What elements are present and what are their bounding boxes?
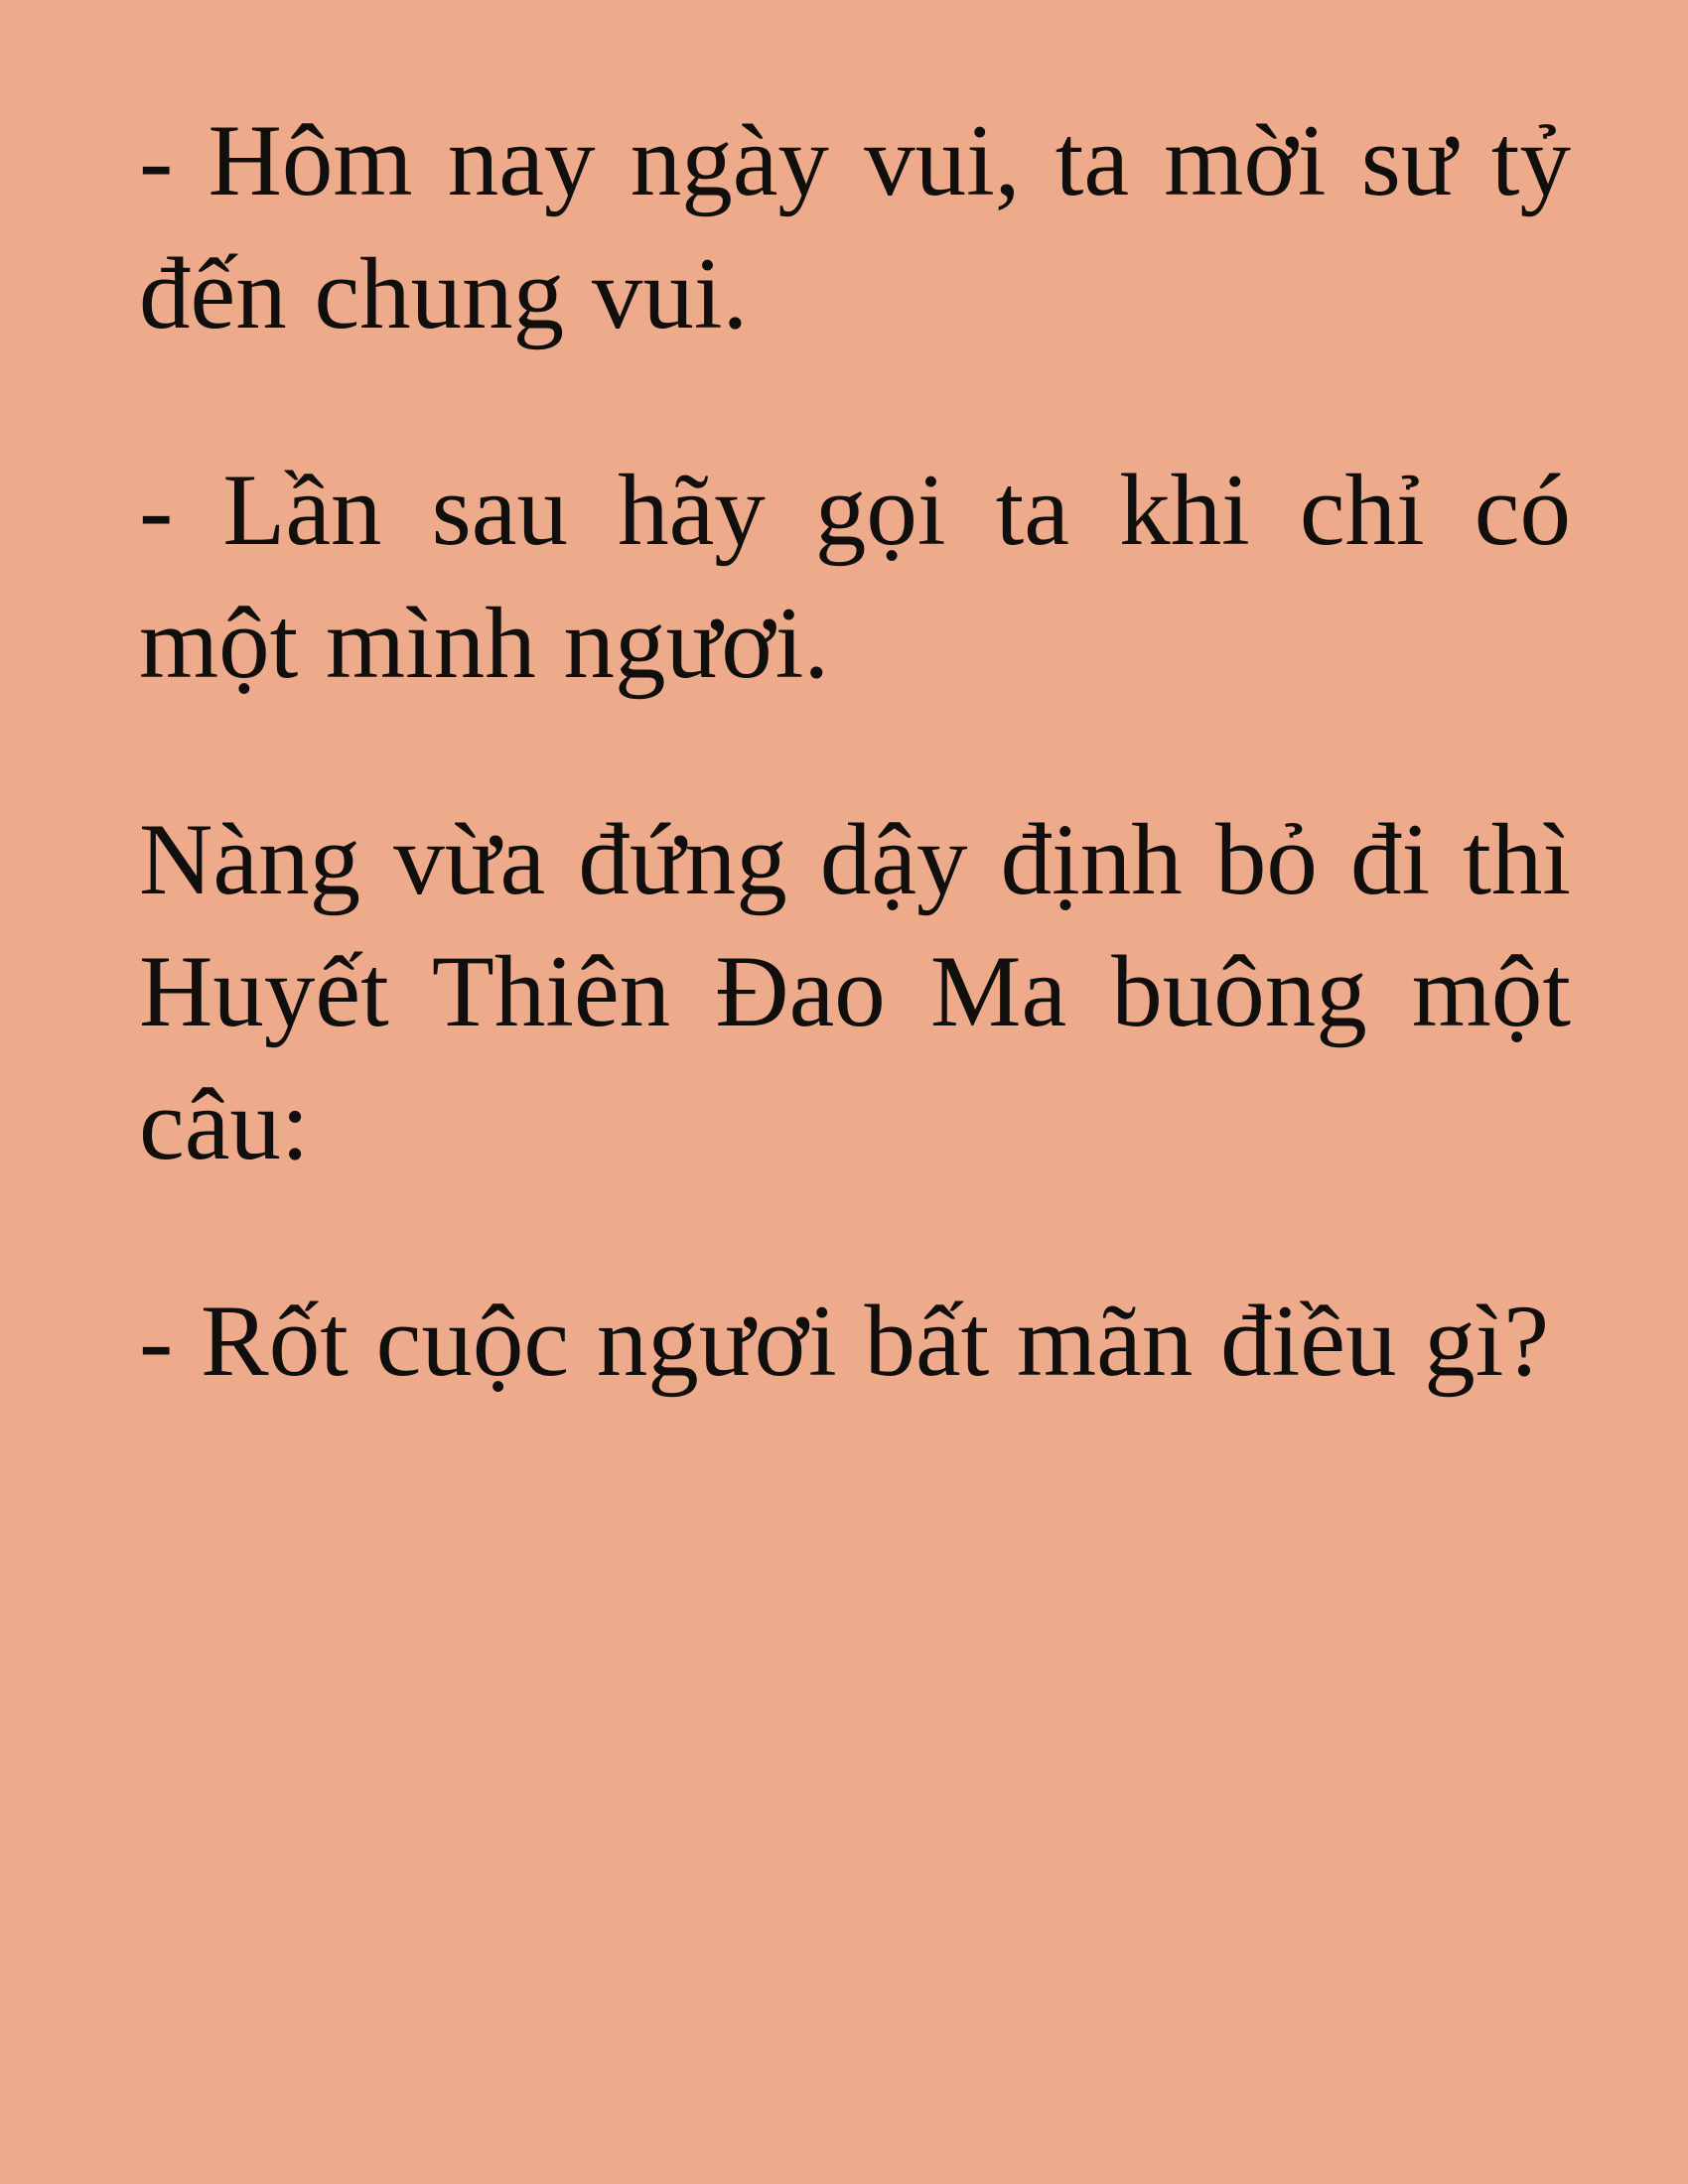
paragraph-dialogue-1: - Hôm nay ngày vui, ta mời sư tỷ đến chung vui.	[139, 104, 1571, 350]
paragraph-narration: Nàng vừa đứng dậy định bỏ đi thì Huyết Thiên Đao Ma buông một câu:	[139, 802, 1571, 1182]
paragraph-dialogue-2: - Lần sau hãy gọi ta khi chỉ có một mình ngươi.	[139, 453, 1571, 700]
paragraph-dialogue-3: - Rốt cuộc ngươi bất mãn điều gì?	[139, 1285, 1550, 1399]
